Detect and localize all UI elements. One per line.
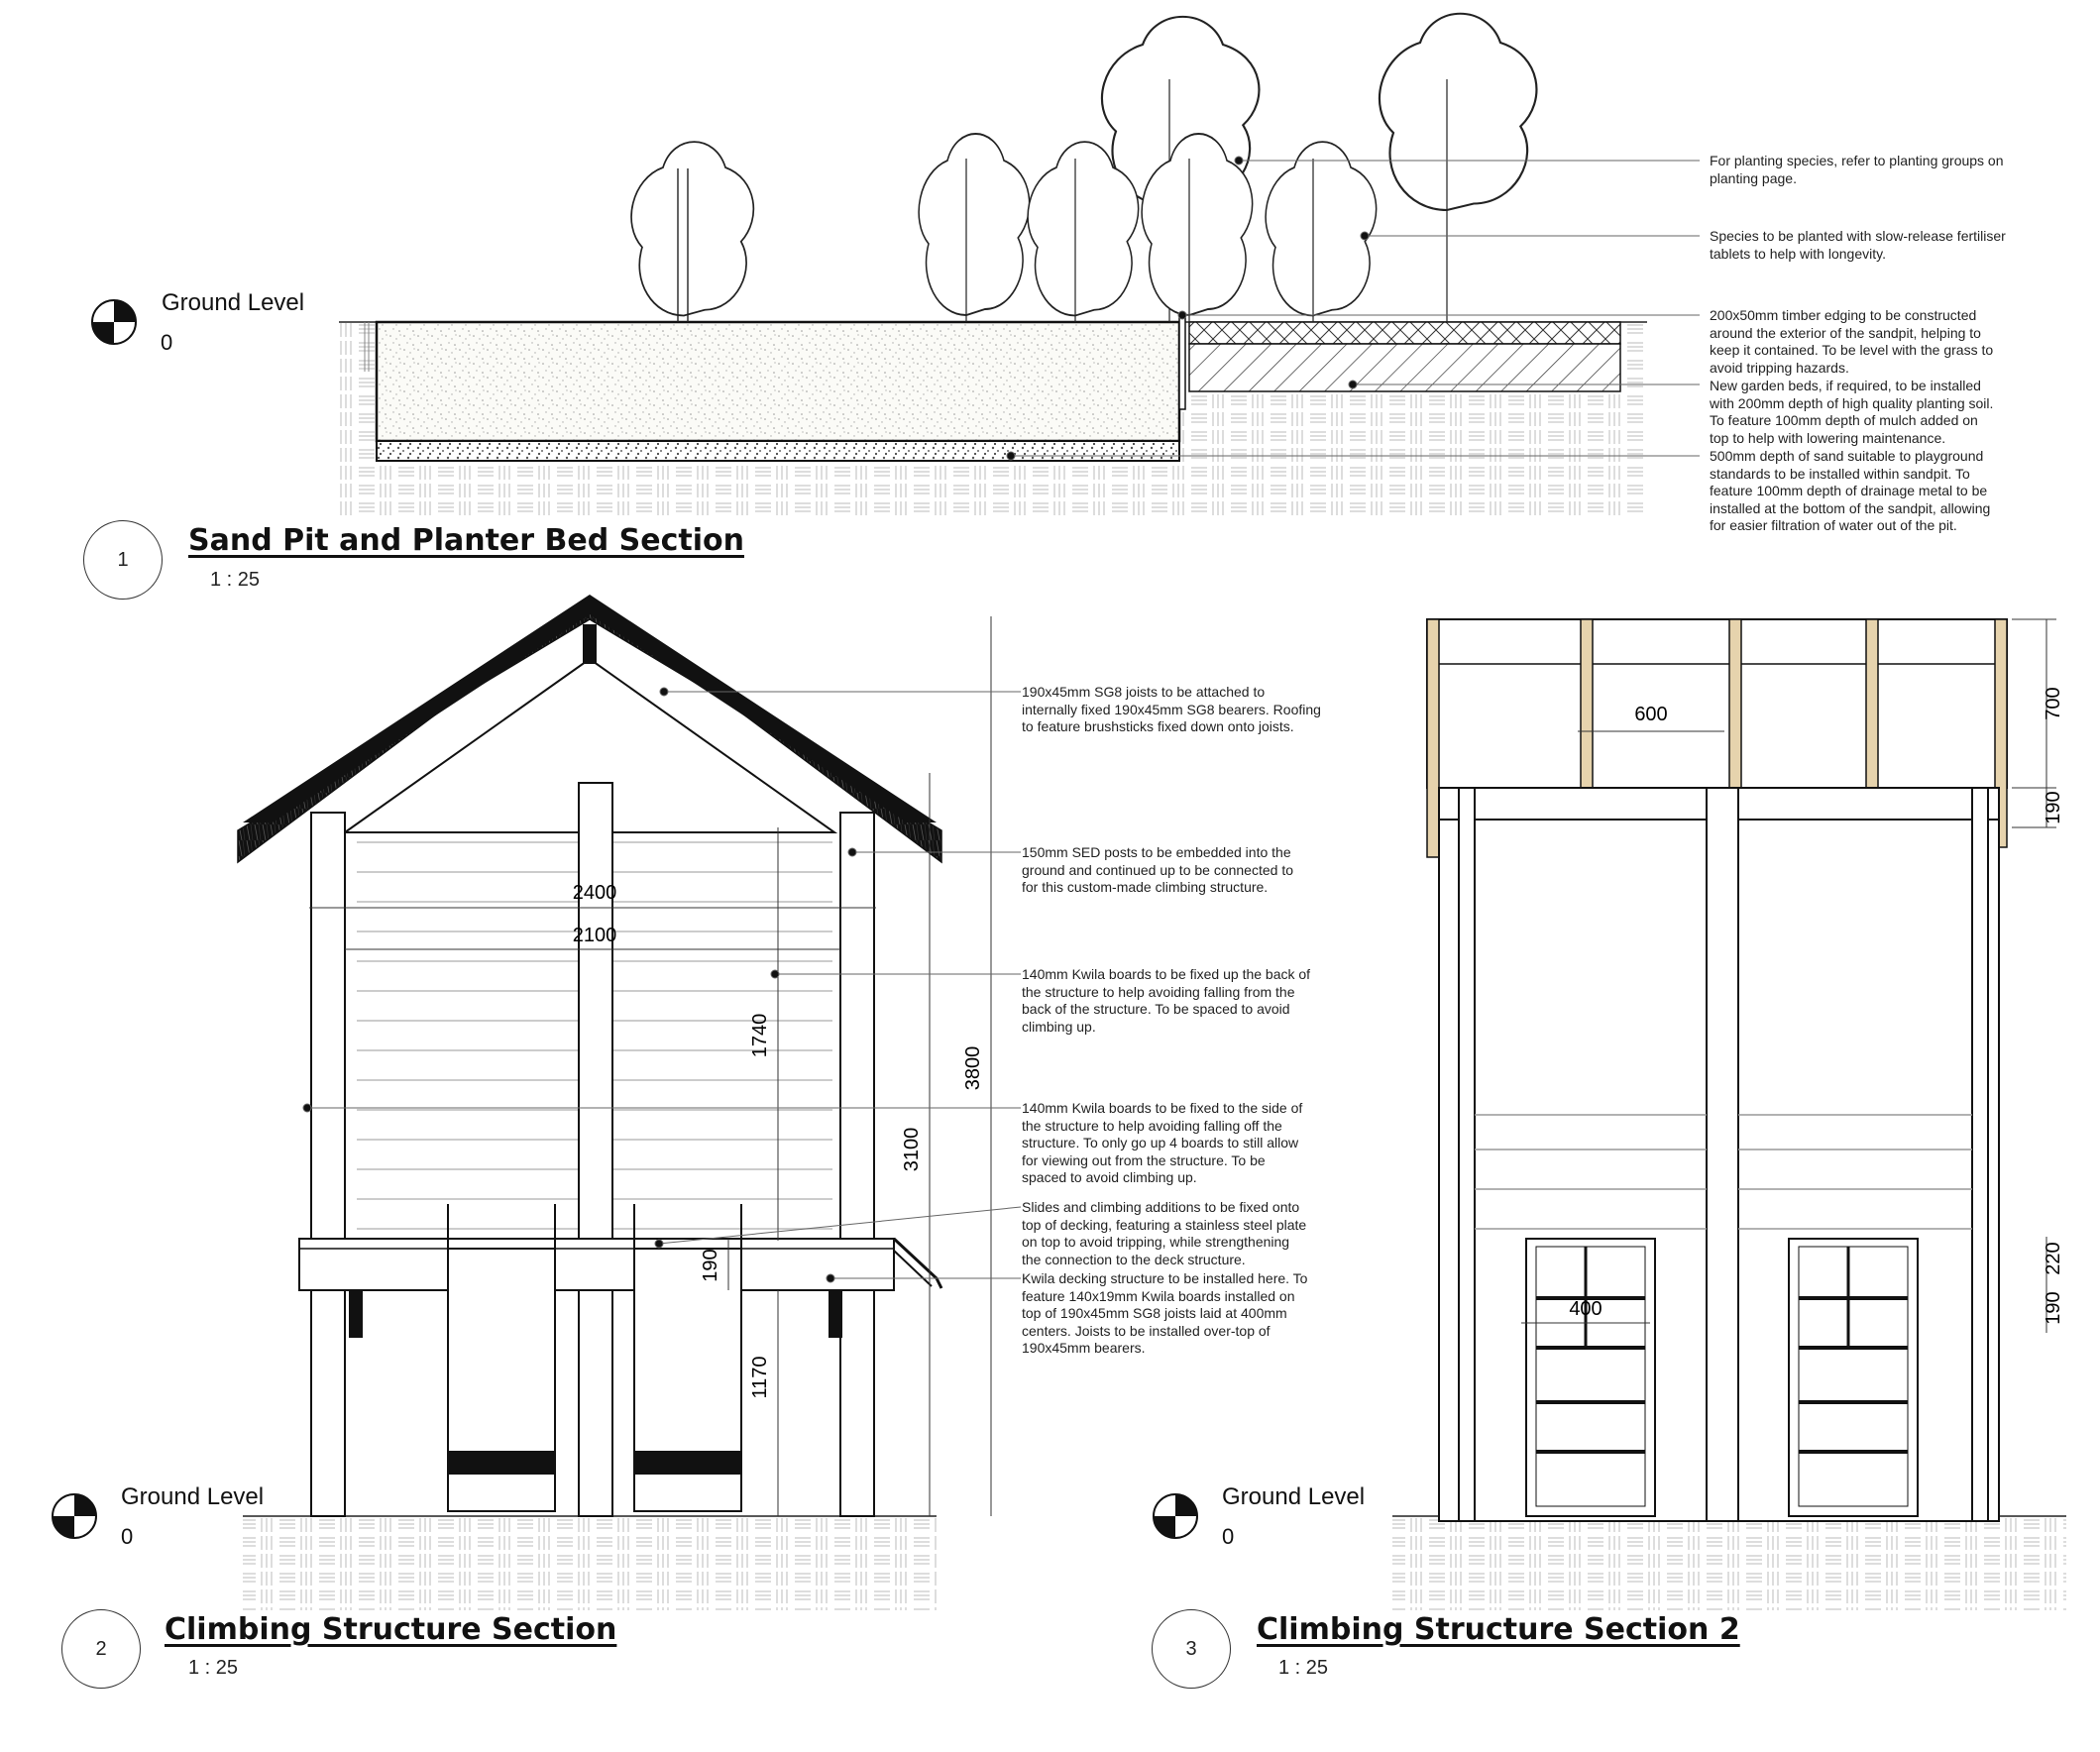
section-number-3: 3 — [1152, 1609, 1231, 1689]
deck — [299, 1239, 894, 1290]
note-planting-species: For planting species, refer to planting groups on planting page. — [1710, 153, 2004, 186]
dim-deck-height: 1170 — [749, 1356, 771, 1399]
timber-edging — [1179, 315, 1185, 409]
ground-level-symbol-2 — [53, 1494, 96, 1538]
dim-deck-upper: 220 — [2043, 1242, 2064, 1275]
slide-right — [634, 1204, 741, 1511]
section-title-1: Sand Pit and Planter Bed Section — [188, 523, 744, 558]
section-scale-3: 1 : 25 — [1278, 1657, 1329, 1679]
note-sed-posts: 150mm SED posts to be embedded into the ground and continued up to be connected to for this custom-made climbing structure. — [1022, 844, 1293, 895]
trees — [631, 14, 1536, 322]
ground-level-symbol-3 — [1154, 1494, 1197, 1538]
note-side-boards: 140mm Kwila boards to be fixed to the side of the structure to help avoiding falling off the structure. To only go up 4 boards to still allow for viewing out from the structure. To be spaced to avoid climbing up. — [1022, 1100, 1303, 1185]
sand-fill — [377, 322, 1179, 441]
dim-height-total: 3800 — [962, 1045, 984, 1091]
ground-level-label-2: Ground Level — [121, 1483, 265, 1510]
section-scale-1: 1 : 25 — [210, 569, 261, 591]
climbing-structure-2-drawing — [1392, 619, 2066, 1610]
climbing-frame-left — [1526, 1239, 1655, 1516]
ground-level-label-3: Ground Level — [1222, 1483, 1366, 1510]
note-timber-edging: 200x50mm timber edging to be constructed around the exterior of the sandpit, helping to keep it contained. To be level with the grass to avoid tripping hazards. — [1710, 307, 1994, 376]
post-left — [311, 813, 345, 1516]
dim-width-inner: 2100 — [572, 925, 617, 946]
note-back-boards: 140mm Kwila boards to be fixed up the back of the structure to help avoiding falling from the back of the structure. To be spaced to avoid climbing up. — [1022, 966, 1311, 1035]
note-garden-beds: New garden beds, if required, to be installed with 200mm depth of high quality planting soil. To feature 100mm depth of mulch added on top to help with lowering maintenance. — [1710, 378, 1994, 446]
section-number-2: 2 — [61, 1609, 141, 1689]
dim-roof-height: 700 — [2043, 687, 2064, 720]
post-right — [840, 813, 874, 1516]
dim-deck-thickness: 190 — [700, 1249, 721, 1282]
section-title-3: Climbing Structure Section 2 — [1257, 1612, 1740, 1647]
section-title-2: Climbing Structure Section — [165, 1612, 617, 1647]
dim-joist-spacing: 600 — [1634, 704, 1668, 725]
dim-width-outer: 2400 — [572, 882, 617, 904]
dim-deck-lower: 190 — [2043, 1291, 2064, 1325]
dim-deck-joist-spacing: 400 — [1569, 1298, 1603, 1320]
note-slides: Slides and climbing additions to be fixed onto top of decking, featuring a stainless steel plate on top to avoid tripping, while strengthening the connection to the deck structure. — [1022, 1199, 1307, 1267]
ground-level-label-1: Ground Level — [162, 289, 305, 316]
slide-left — [448, 1204, 555, 1511]
note-decking: Kwila decking structure to be installed here. To feature 140x19mm Kwila boards installed on top of 190x45mm SG8 joists laid at 400mm centers. Joists to be installed over-top of 190x45mm bearers. — [1022, 1270, 1308, 1356]
climbing-frame-right — [1789, 1239, 1918, 1516]
mulch-layer — [1189, 322, 1620, 344]
dim-height-board: 1740 — [749, 1013, 771, 1058]
note-roof-joists: 190x45mm SG8 joists to be attached to internally fixed 190x45mm SG8 bearers. Roofing to feature brushsticks fixed down onto joists. — [1022, 684, 1321, 734]
drainage-metal — [377, 441, 1179, 461]
section-scale-2: 1 : 25 — [188, 1657, 239, 1679]
section-number-1: 1 — [83, 520, 163, 600]
note-sand-depth: 500mm depth of sand suitable to playground standards to be installed within sandpit. To feature 100mm depth of drainage metal to be installed at the bottom of the sandpit, allowing for easier filtration of water out of the pit. — [1710, 448, 1991, 533]
ground-level-value-1: 0 — [161, 330, 173, 355]
ground-level-value-2: 0 — [121, 1524, 134, 1549]
dim-height-post: 3100 — [901, 1127, 923, 1172]
ground-level-value-3: 0 — [1222, 1524, 1235, 1549]
ground-level-symbol-1 — [92, 300, 136, 344]
sandpit-section-drawing — [339, 14, 1700, 515]
note-fertiliser: Species to be planted with slow-release fertiliser tablets to help with longevity. — [1710, 228, 2006, 262]
climbing-structure-drawing — [238, 595, 1021, 1610]
dim-beam-depth: 190 — [2043, 791, 2064, 824]
